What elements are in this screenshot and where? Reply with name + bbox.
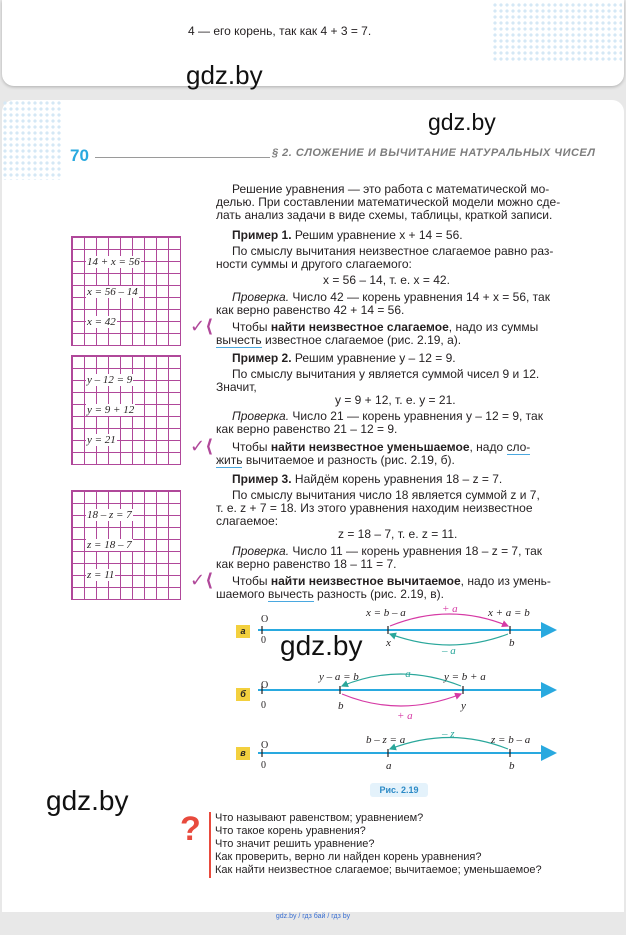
example-1-check <box>232 290 550 304</box>
diagram-label-a: а <box>236 625 250 638</box>
example-3-line: По смыслу вычитания число 18 является суммой z и 7, <box>232 488 540 502</box>
arc-label: – a <box>442 645 456 657</box>
rule-text: шаемого <box>216 587 269 601</box>
example-3-check-2: как верно равенство 18 – 11 = 7. <box>216 557 397 571</box>
arc-label: – z <box>442 728 455 740</box>
example-1-rule-2 <box>216 333 461 347</box>
example-1-line: По смыслу вычитания неизвестное слагаемое равно раз- <box>232 244 554 258</box>
watermark: gdz.by <box>428 109 496 135</box>
point-label: y <box>461 700 466 712</box>
example-1-rule <box>232 320 538 334</box>
rule-text: , надо из суммы <box>448 320 539 334</box>
figure-caption: Рис. 2.19 <box>370 783 428 797</box>
question-item: Что такое корень уравнения? <box>215 825 366 837</box>
watermark: gdz.by <box>46 785 129 816</box>
check-text: Число 42 — корень уравнения 14 + x = 56, так <box>292 290 550 304</box>
example-2-check <box>232 409 543 423</box>
intro-line: делью. При составлении математической модели можно сде- <box>216 195 561 209</box>
rule-underlined: сло- <box>506 440 531 454</box>
check-text: Число 11 — корень уравнения 18 – z = 7, так <box>292 544 543 558</box>
check-word: Проверка. <box>232 409 290 423</box>
example-2-rule-2 <box>216 453 455 467</box>
example-1-solution: x = 56 – 14, т. е. x = 42. <box>323 273 450 287</box>
arc-label: – a <box>397 668 411 680</box>
origin-label: O <box>261 680 269 691</box>
grid-text: y = 9 + 12 <box>87 404 135 416</box>
footer-links[interactable]: gdz.by / гдз бай / гдз by <box>275 913 351 920</box>
arc-plus-a <box>342 694 461 706</box>
example-task: Решим уравнение x + 14 = 56. <box>294 228 463 242</box>
formula: x = b – a <box>366 607 406 619</box>
grid-text: z = 18 – 7 <box>87 539 132 551</box>
example-1-check-2: как верно равенство 42 + 14 = 56. <box>216 303 405 317</box>
dot-pattern <box>2 100 62 180</box>
point-label: b <box>509 760 515 772</box>
example-3-check <box>232 544 542 558</box>
point-label: a <box>386 760 392 772</box>
example-title: Пример 3. <box>232 472 292 486</box>
question-bar <box>209 812 211 878</box>
previous-page-card <box>2 0 624 86</box>
rule-underlined: вычесть <box>268 587 314 601</box>
grid-text: y = 21 <box>87 434 116 446</box>
check-text: Число 21 — корень уравнения y – 12 = 9, так <box>292 409 543 423</box>
section-header: § 2. СЛОЖЕНИЕ И ВЫЧИТАНИЕ НАТУРАЛЬНЫХ ЧИСЕЛ <box>272 147 596 159</box>
example-title: Пример 2. <box>232 351 292 365</box>
example-2-line: Значит, <box>216 380 257 394</box>
rule-bold: найти неизвестное уменьшаемое <box>270 440 470 454</box>
example-2-check-2: как верно равенство 21 – 12 = 9. <box>216 422 398 436</box>
page-number: 70 <box>70 146 89 165</box>
example-task: Решим уравнение y – 12 = 9. <box>294 351 456 365</box>
example-1-line: ности суммы и другого слагаемого: <box>216 257 412 271</box>
question-item: Что значит решить уравнение? <box>215 838 375 850</box>
example-1-heading <box>232 228 463 242</box>
rule-text: известное слагаемое (рис. 2.19, а). <box>261 333 462 347</box>
formula: b – z = a <box>366 734 406 746</box>
example-2-heading <box>232 351 456 365</box>
watermark: gdz.by <box>186 60 263 90</box>
header-rule <box>95 157 270 158</box>
origin-label: O <box>261 614 269 625</box>
question-item: Как найти неизвестное слагаемое; вычитаемое; уменьшаемое? <box>215 864 542 876</box>
grid-text: x = 42 <box>87 316 116 328</box>
rule-text: Чтобы <box>232 320 271 334</box>
rule-underlined: жить <box>216 453 243 467</box>
formula: y = b + a <box>444 671 486 683</box>
example-task: Найдём корень уравнения 18 – z = 7. <box>294 472 503 486</box>
arc-label: + a <box>397 710 413 722</box>
rule-bold: найти неизвестное слагаемое <box>270 320 449 334</box>
zero-label: 0 <box>261 760 266 771</box>
formula: z = b – a <box>491 734 531 746</box>
example-3-rule <box>232 574 551 588</box>
rule-text: , надо из умень- <box>460 574 551 588</box>
grid-text: z = 11 <box>87 569 115 581</box>
grid-text: 18 – z = 7 <box>87 509 132 521</box>
check-word: Проверка. <box>232 544 290 558</box>
grid-text: y – 12 = 9 <box>87 374 133 386</box>
question-item: Как проверить, верно ли найден корень уравнения? <box>215 851 482 863</box>
diagram-label-c: в <box>236 747 250 760</box>
example-2-line: По смыслу вычитания y является суммой чисел 9 и 12. <box>232 367 540 381</box>
checkmark-icon: ✓⟨ <box>190 316 214 336</box>
example-3-heading <box>232 472 502 486</box>
rule-underlined: вычесть <box>216 333 262 347</box>
example-3-rule-2 <box>216 587 444 601</box>
arc-minus-a <box>390 634 508 645</box>
origin-label: O <box>261 740 269 751</box>
formula: x + a = b <box>488 607 530 619</box>
grid-text: 14 + x = 56 <box>87 256 140 268</box>
check-word: Проверка. <box>232 290 290 304</box>
rule-text: вычитаемое и разность (рис. 2.19, б). <box>242 453 455 467</box>
point-label: b <box>338 700 344 712</box>
example-3-solution: z = 18 – 7, т. е. z = 11. <box>338 527 458 541</box>
example-title: Пример 1. <box>232 228 292 242</box>
diagram-label-b: б <box>236 688 250 701</box>
intro-line: Решение уравнения — это работа с математической мо- <box>232 182 550 196</box>
rule-text: , надо <box>469 440 507 454</box>
rule-text: Чтобы <box>232 440 271 454</box>
formula: y – a = b <box>319 671 359 683</box>
zero-label: 0 <box>261 700 266 711</box>
previous-page-tail: 4 — его корень, так как 4 + 3 = 7. <box>188 24 372 38</box>
zero-label: 0 <box>261 635 266 646</box>
grid-text: x = 56 – 14 <box>87 286 138 298</box>
example-2-solution: y = 9 + 12, т. е. y = 21. <box>335 393 456 407</box>
intro-line: лать анализ задачи в виде схемы, таблицы, краткой записи. <box>216 208 553 222</box>
checkmark-icon: ✓⟨ <box>190 436 214 456</box>
dot-pattern <box>492 2 622 62</box>
point-label: x <box>386 637 391 649</box>
rule-text: Чтобы <box>232 574 271 588</box>
example-2-rule <box>232 440 530 454</box>
rule-text: разность (рис. 2.19, в). <box>313 587 444 601</box>
example-3-line: слагаемое: <box>216 514 279 528</box>
watermark: gdz.by <box>280 630 363 661</box>
number-line-diagrams <box>230 600 560 780</box>
question-icon: ? <box>180 810 201 848</box>
question-item: Что называют равенством; уравнением? <box>215 812 424 824</box>
checkmark-icon: ✓⟨ <box>190 570 214 590</box>
example-3-line: т. е. z + 7 = 18. Из этого уравнения находим неизвестное <box>216 501 533 515</box>
rule-bold: найти неизвестное вычитаемое <box>270 574 461 588</box>
arc-label: + a <box>442 603 458 615</box>
point-label: b <box>509 637 515 649</box>
